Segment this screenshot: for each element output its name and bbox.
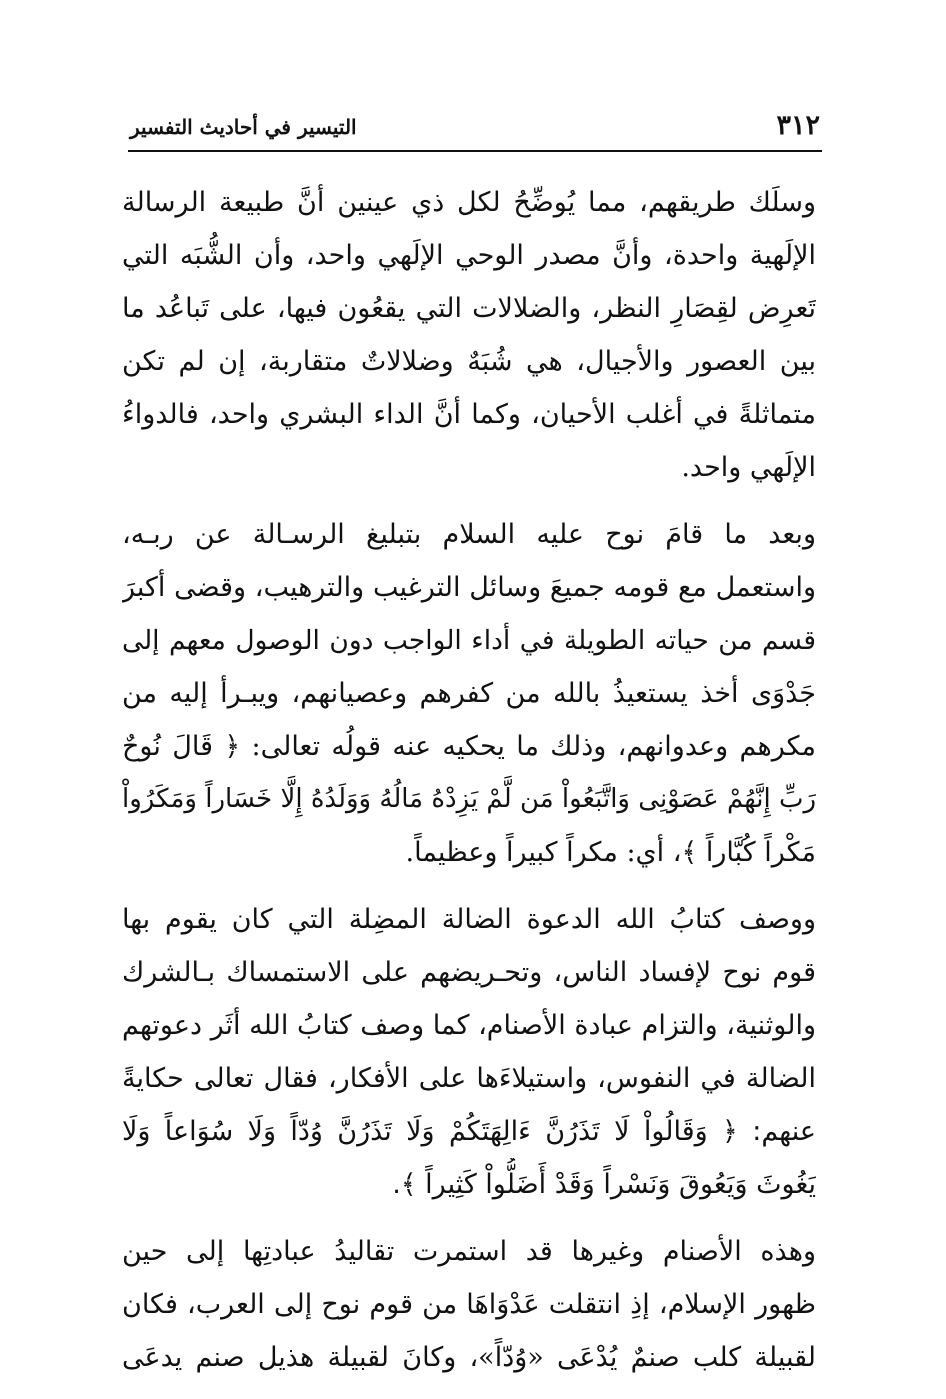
text-line: وبعد ما قامَ نوح عليه السلام بتبليغ الرسـالة عن ربـه، xyxy=(122,519,816,550)
text-line: الإلَهي واحد. xyxy=(681,452,816,483)
text-line: واستعمل مع قومه جميعَ وسائل الترغيب والترهيب، وقضى أكبرَ xyxy=(122,572,816,603)
paragraph-gap xyxy=(122,879,816,893)
text-line: جَدْوَى أخذ يستعيذُ بالله من كفرهم وعصيانهم، ويبـرأ إليه من xyxy=(122,678,816,709)
paragraph-gap xyxy=(122,1211,816,1225)
text-line: مَكْراً كُبَّاراً ﴾، أي: مكراً كبيراً وعظيماً. xyxy=(405,837,816,868)
text-line: ووصف كتابُ الله الدعوة الضالة المضِلة التي كان يقوم بها xyxy=(122,904,816,935)
text-line: بين العصور والأجيال، هي شُبَهٌ وضلالاتٌ متقاربة، إن لم تكن xyxy=(122,346,816,377)
text-line: تَعرِض لقِصَارِ النظر، والضلالات التي يقعُون فيها، على تَباعُد ما xyxy=(122,293,816,324)
text-line: الضالة في النفوس، واستيلاءَها على الأفكار، فقال تعالى حكايةً xyxy=(122,1063,816,1094)
quran-verse-line: عنهم: ﴿ وَقَالُواْ لَا تَذَرُنَّ ءَالِهَتَكُمْ وَلَا تَذَرُنَّ وُدّاً وَلَا سُوَاعاً وَلَا xyxy=(122,1116,816,1147)
running-header xyxy=(128,108,822,152)
text-line: وهذه الأصنام وغيرها قد استمرت تقاليدُ عبادتِها إلى حين xyxy=(122,1236,816,1267)
text-line: لقبيلة كلب صنمٌ يُدْعَى «وُدّاً»، وكانَ لقبيلة هذيل صنم يدعَى xyxy=(122,1342,816,1373)
quran-verse-line: رَبِّ إِنَّهُمْ عَصَوْنِى وَاتَّبَعُواْ مَن لَّمْ يَزِدْهُ مَالُهُ وَوَلَدُهُ إِلَّا خَسَاراً وَمَكَرُواْ xyxy=(122,784,816,814)
text-line: قوم نوح لإفساد الناس، وتحـريضهم على الاستمساك بـالشرك xyxy=(122,957,816,988)
paragraph-1 xyxy=(122,176,816,494)
paragraph-3 xyxy=(122,893,816,1211)
text-line: الإلَهية واحدة، وأنَّ مصدر الوحي الإلَهي واحد، وأن الشُّبَه التي xyxy=(122,240,816,271)
paragraph-2 xyxy=(122,508,816,879)
text-line: والوثنية، والتزام عبادة الأصنام، كما وصف كتابُ الله أثَر دعوتهم xyxy=(122,1010,816,1041)
text-line: مكرهم وعدوانهم، وذلك ما يحكيه عنه قولُه تعالى: ﴿ قَالَ نُوحٌ xyxy=(122,731,816,762)
paragraph-gap xyxy=(122,494,816,508)
body-text xyxy=(122,176,816,1384)
paragraph-4 xyxy=(122,1225,816,1384)
text-line: وسلَك طريقهم، مما يُوضِّحُ لكل ذي عينين أنَّ طبيعة الرسالة xyxy=(122,187,816,218)
book-title: التيسير في أحاديث التفسير xyxy=(130,115,357,139)
text-line: متماثلةً في أغلب الأحيان، وكما أنَّ الداء البشري واحد، فالدواءُ xyxy=(122,399,816,430)
text-line: ظهور الإسلام، إذِ انتقلت عَدْوَاهَا من قوم نوح إلى العرب، فكان xyxy=(122,1289,816,1320)
quran-verse-line: يَغُوثَ وَيَعُوقَ وَنَسْراً وَقَدْ أَضَلُّواْ كَثِيراً ﴾. xyxy=(392,1169,816,1200)
page-number: ٣١٢ xyxy=(776,110,820,141)
text-line: قسم من حياته الطويلة في أداء الواجب دون الوصول معهم إلى xyxy=(122,625,816,656)
